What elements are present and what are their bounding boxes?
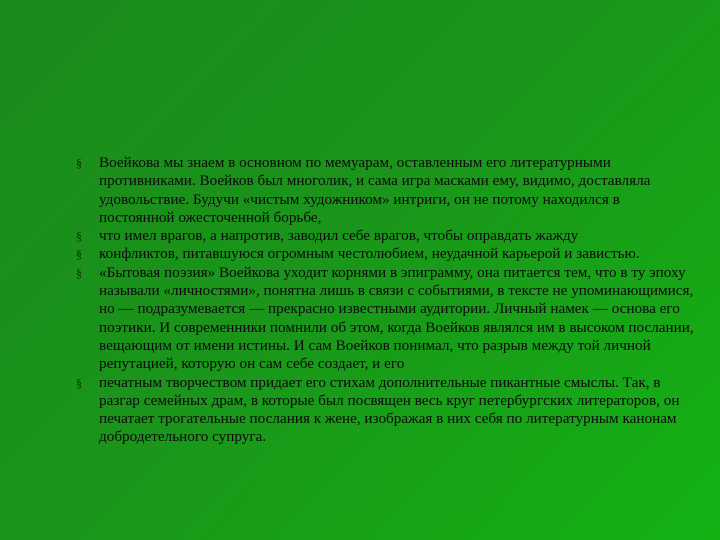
bullet-marker: § (76, 247, 82, 262)
bullet-text: «Бытовая поэзия» Воейкова уходит корнями в эпиграмму, она питается тем, что в ту эпоху называли «личностями», понятна лишь в связи с событиями, в тексте не упоминающимися, но — подразумевается — прекрасно известными аудитории. Личный намек — основа его поэтики. И современники помнили об этом, когда Воейков являлся им в высоком послании, вещающим от имени истины. И сам Воейков понимал, что разрыв между той личной репутацией, которую он сам себе создает, и его (99, 263, 694, 373)
bullet-item-3 (76, 245, 696, 263)
bullet-item-2 (76, 227, 696, 245)
bullet-marker: § (76, 375, 82, 390)
bullet-item-5 (76, 374, 696, 447)
bullet-text: Воейкова мы знаем в основном по мемуарам, оставленным его литературными противниками. Воейков был многолик, и сама игра масками ему, видимо, доставляла удовольствие. Будучи «чистым художником» интриги, он не потому находился в постоянной ожесточенной борьбе, (99, 154, 651, 226)
bullet-text: конфликтов, питавшуюся огромным честолюбием, неудачной карьерой и завистью. (99, 245, 640, 263)
bullet-marker: § (76, 265, 82, 280)
bullet-item-1 (76, 154, 696, 227)
bullet-text: печатным творчеством придает его стихам дополнительные пикантные смыслы. Так, в разгар семейных драм, в которые был посвящен весь круг петербургских литераторов, он печатает трогательные послания к жене, изображая в них себя по литературным канонам добродетельного супруга. (99, 373, 680, 446)
slide-body (76, 154, 696, 447)
bullet-marker: § (76, 156, 82, 170)
bullet-text: что имел врагов, а напротив, заводил себе врагов, чтобы оправдать жажду (99, 227, 579, 245)
bullet-marker: § (76, 229, 82, 244)
bullet-item-4 (76, 264, 696, 374)
